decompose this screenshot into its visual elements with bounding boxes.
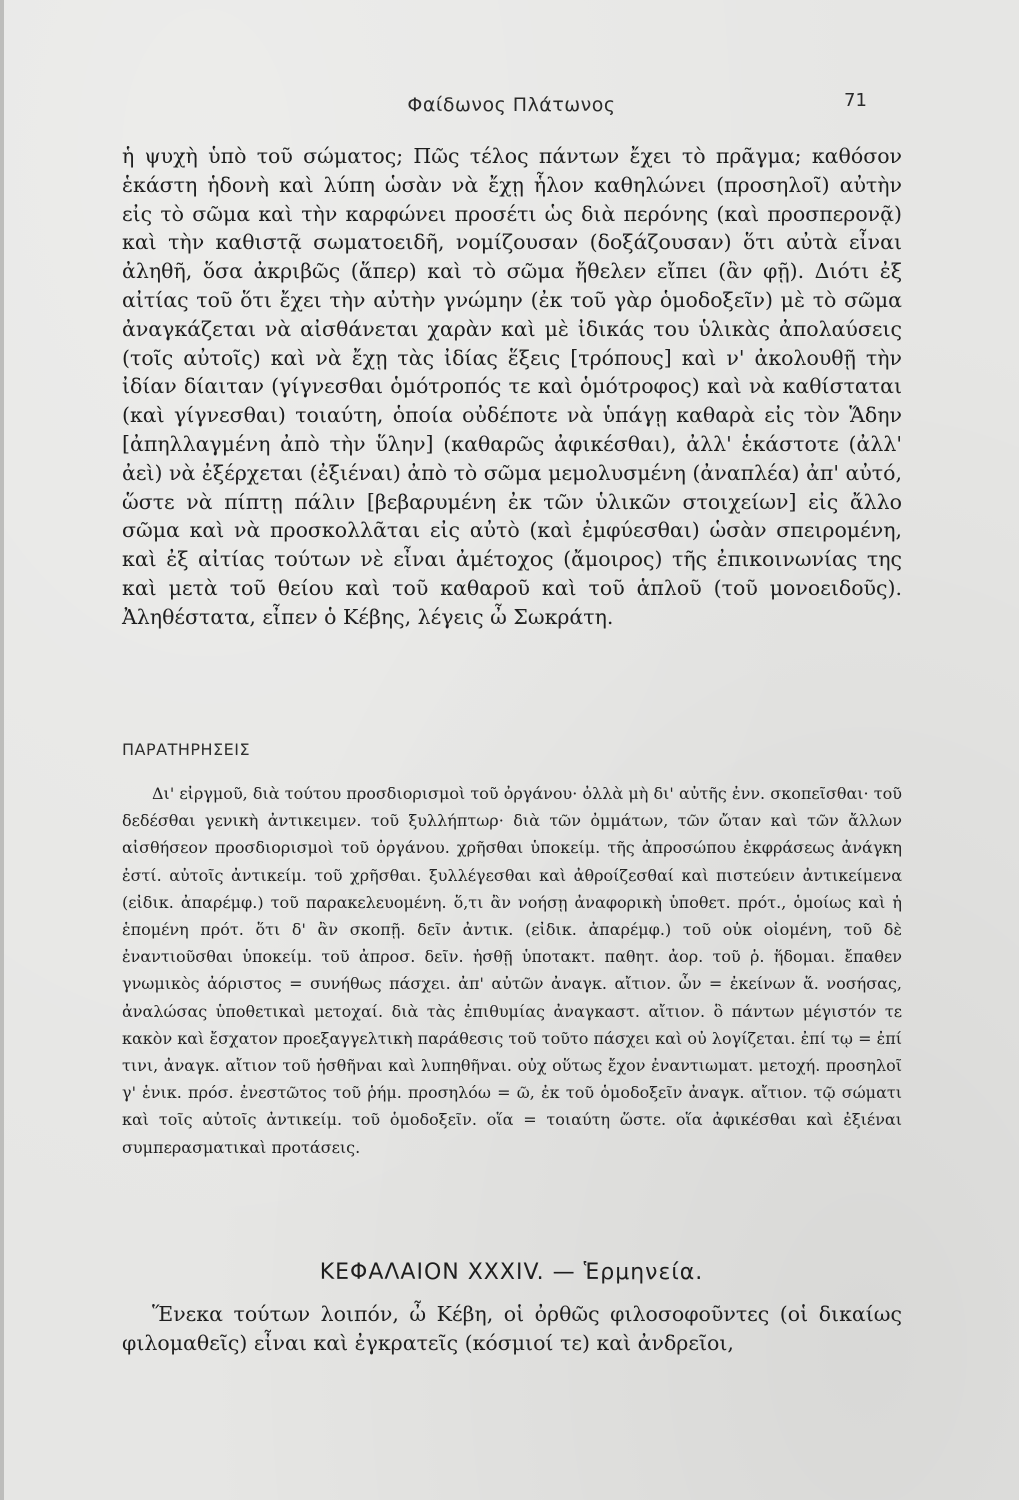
main-text-paragraph: ἡ ψυχὴ ὑπὸ τοῦ σώματος; Πῶς τέλος πάντων ἔχει τὸ πρᾶγμα; καθόσον ἑκάστη ἡδονὴ καὶ λύπη ὡσὰν νὰ ἔχῃ ἧλον καθηλώνει (προσηλοῖ) αὐτὴν εἰς τὸ σῶμα καὶ τὴν καρφώνει προσέτι ὡς διὰ περόνης (καὶ προσπερονᾷ) καὶ τὴν καθιστᾷ σωματοειδῆ, νομίζουσαν (δοξάζουσαν) ὅτι αὐτὰ εἶναι ἀληθῆ, ὅσα ἀκριβῶς (ἅπερ) καὶ τὸ σῶμα ἤθελεν εἴπει (ἂν φῇ). Διότι ἐξ αἰτίας τοῦ ὅτι ἔχει τὴν αὐτὴν γνώμην (ἐκ τοῦ γὰρ ὁμοδοξεῖν) μὲ τὸ σῶμα ἀναγκάζεται νὰ αἰσθάνεται χαρὰν καὶ μὲ ἰδικάς του ὑλικὰς ἀπολαύσεις (τοῖς αὐτοῖς) καὶ νὰ ἔχῃ τὰς ἰδίας ἕξεις [τρόπους] καὶ ν' ἀκολουθῇ τὴν ἰδίαν δίαιταν (γίγνεσθαι ὁμότροπός τε καὶ ὁμότροφος) καὶ νὰ καθίσταται (καὶ γίγνεσθαι) τοιαύτη, ὁποία οὐδέποτε νὰ ὑπάγῃ καθαρὰ εἰς τὸν Ἅδην [ἀπηλλαγμένη ἀπὸ τὴν ὕλην] (καθαρῶς ἀφικέσθαι), ἀλλ' ἑκάστοτε (ἀλλ' ἀεὶ) νὰ ἐξέρχεται (ἐξιέναι) ἀπὸ τὸ σῶμα μεμολυσμένη (ἀναπλέα) ἀπ' αὐτό, ὥστε νὰ πίπτῃ πάλιν [βεβαρυμένη ἐκ τῶν ὑλικῶν στοιχείων] εἰς ἄλλο σῶμα καὶ νὰ προσκολλᾶται εἰς αὐτὸ (καὶ ἐμφύεσθαι) ὡσὰν σπειρομένη, καὶ ἐξ αἰτίας τούτων νὲ εἶναι ἀμέτοχος (ἄμοιρος) τῆς ἐπικοινωνίας της καὶ μετὰ τοῦ θείου καὶ τοῦ καθαροῦ καὶ τοῦ ἁπλοῦ (τοῦ μονοειδοῦς). Ἀληθέστατα, εἶπεν ὁ Κέβης, λέγεις ὦ Σωκράτη. (122, 144, 902, 629)
notes-heading: ΠΑΡΑΤΗΡΗΣΕΙΣ (122, 740, 251, 759)
notes-paragraph: Δι' εἰργμοῦ, διὰ τούτου προσδιορισμοὶ τοῦ ὀργάνου· ὀλλὰ μὴ δι' αὐτῆς ἐνν. σκοπεῖσθαι· τοῦ δεδέσθαι γενικὴ ἀντικειμεν. τοῦ ξυλλήπτωρ· διὰ τῶν ὀμμάτων, τῶν ὤταν καὶ τῶν ἄλλων αἰσθήσεον προσδιορισμοὶ τοῦ ὀργάνου. χρῆσθαι ὑποκείμ. τῆς ἀπροσώπου ἐκφράσεως ἀνάγκη ἐστί. αὐτοῖς ἀντικείμ. τοῦ χρῆσθαι. ξυλλέγεσθαι καὶ ἀθροίζεσθαί καὶ πιστεύειν ἀντικείμενα (εἰδικ. ἀπαρέμφ.) τοῦ παρακελευομένη. ὅ,τι ἂν νοήσῃ ἀναφορικὴ ὑποθετ. πρότ., ὁμοίως καὶ ἡ ἑπομένη πρότ. ὅτι δ' ἂν σκοπῇ. δεῖν ἀντικ. (εἰδικ. ἀπαρέμφ.) τοῦ οὐκ οἰομένη, τοῦ δὲ ἐναντιοῦσθαι ὑποκείμ. τοῦ ἀπροσ. δεῖν. ἡσθῇ ὑποτακτ. παθητ. ἀορ. τοῦ ῥ. ἥδομαι. ἔπαθεν γνωμικὸς ἀόριστος = συνήθως πάσχει. ἀπ' αὐτῶν ἀναγκ. αἴτιον. ὧν = ἐκείνων ἅ. νοσήσας, ἀναλώσας ὑποθετικαὶ μετοχαί. διὰ τὰς ἐπιθυμίας ἀναγκαστ. αἴτιον. ὃ πάντων μέγιστόν τε κακὸν καὶ ἔσχατον προεξαγγελτικὴ παράθεσις τοῦ τοῦτο πάσχει καὶ οὐ λογίζεται. ἐπί τῳ = ἐπί τινι, ἀναγκ. αἴτιον τοῦ ἡσθῆναι καὶ λυπηθῆναι. οὐχ οὕτως ἔχον ἐναντιωματ. μετοχή. προσηλοῖ γ' ἑνικ. πρόσ. ἐνεστῶτος τοῦ ῥήμ. προσηλόω = ῶ, ἐκ τοῦ ὁμοδοξεῖν ἀναγκ. αἴτιον. τῷ σώματι καὶ τοῖς αὐτοῖς ἀντικείμ. τοῦ ὁμοδοξεῖν. οἵα = τοιαύτη ὥστε. οἵα ἀφικέσθαι καὶ ἐξιέναι συμπερασματικαὶ προτάσεις. (122, 784, 902, 1157)
chapter-heading: ΚΕΦΑΛΑΙΟΝ XXXIV. — Ἑρμηνεία. (319, 1260, 704, 1285)
page-number: 71 (844, 90, 867, 111)
running-header: Φαίδωνος Πλάτωνος (407, 94, 616, 116)
chapter-paragraph: Ἕνεκα τούτων λοιπόν, ὦ Κέβη, οἱ ὀρθῶς φιλοσοφοῦντες (οἱ δικαίως φιλομαθεῖς) εἶναι καὶ ἐγκρατεῖς (κόσμιοί τε) καὶ ἀνδρεῖοι, (122, 1302, 902, 1355)
